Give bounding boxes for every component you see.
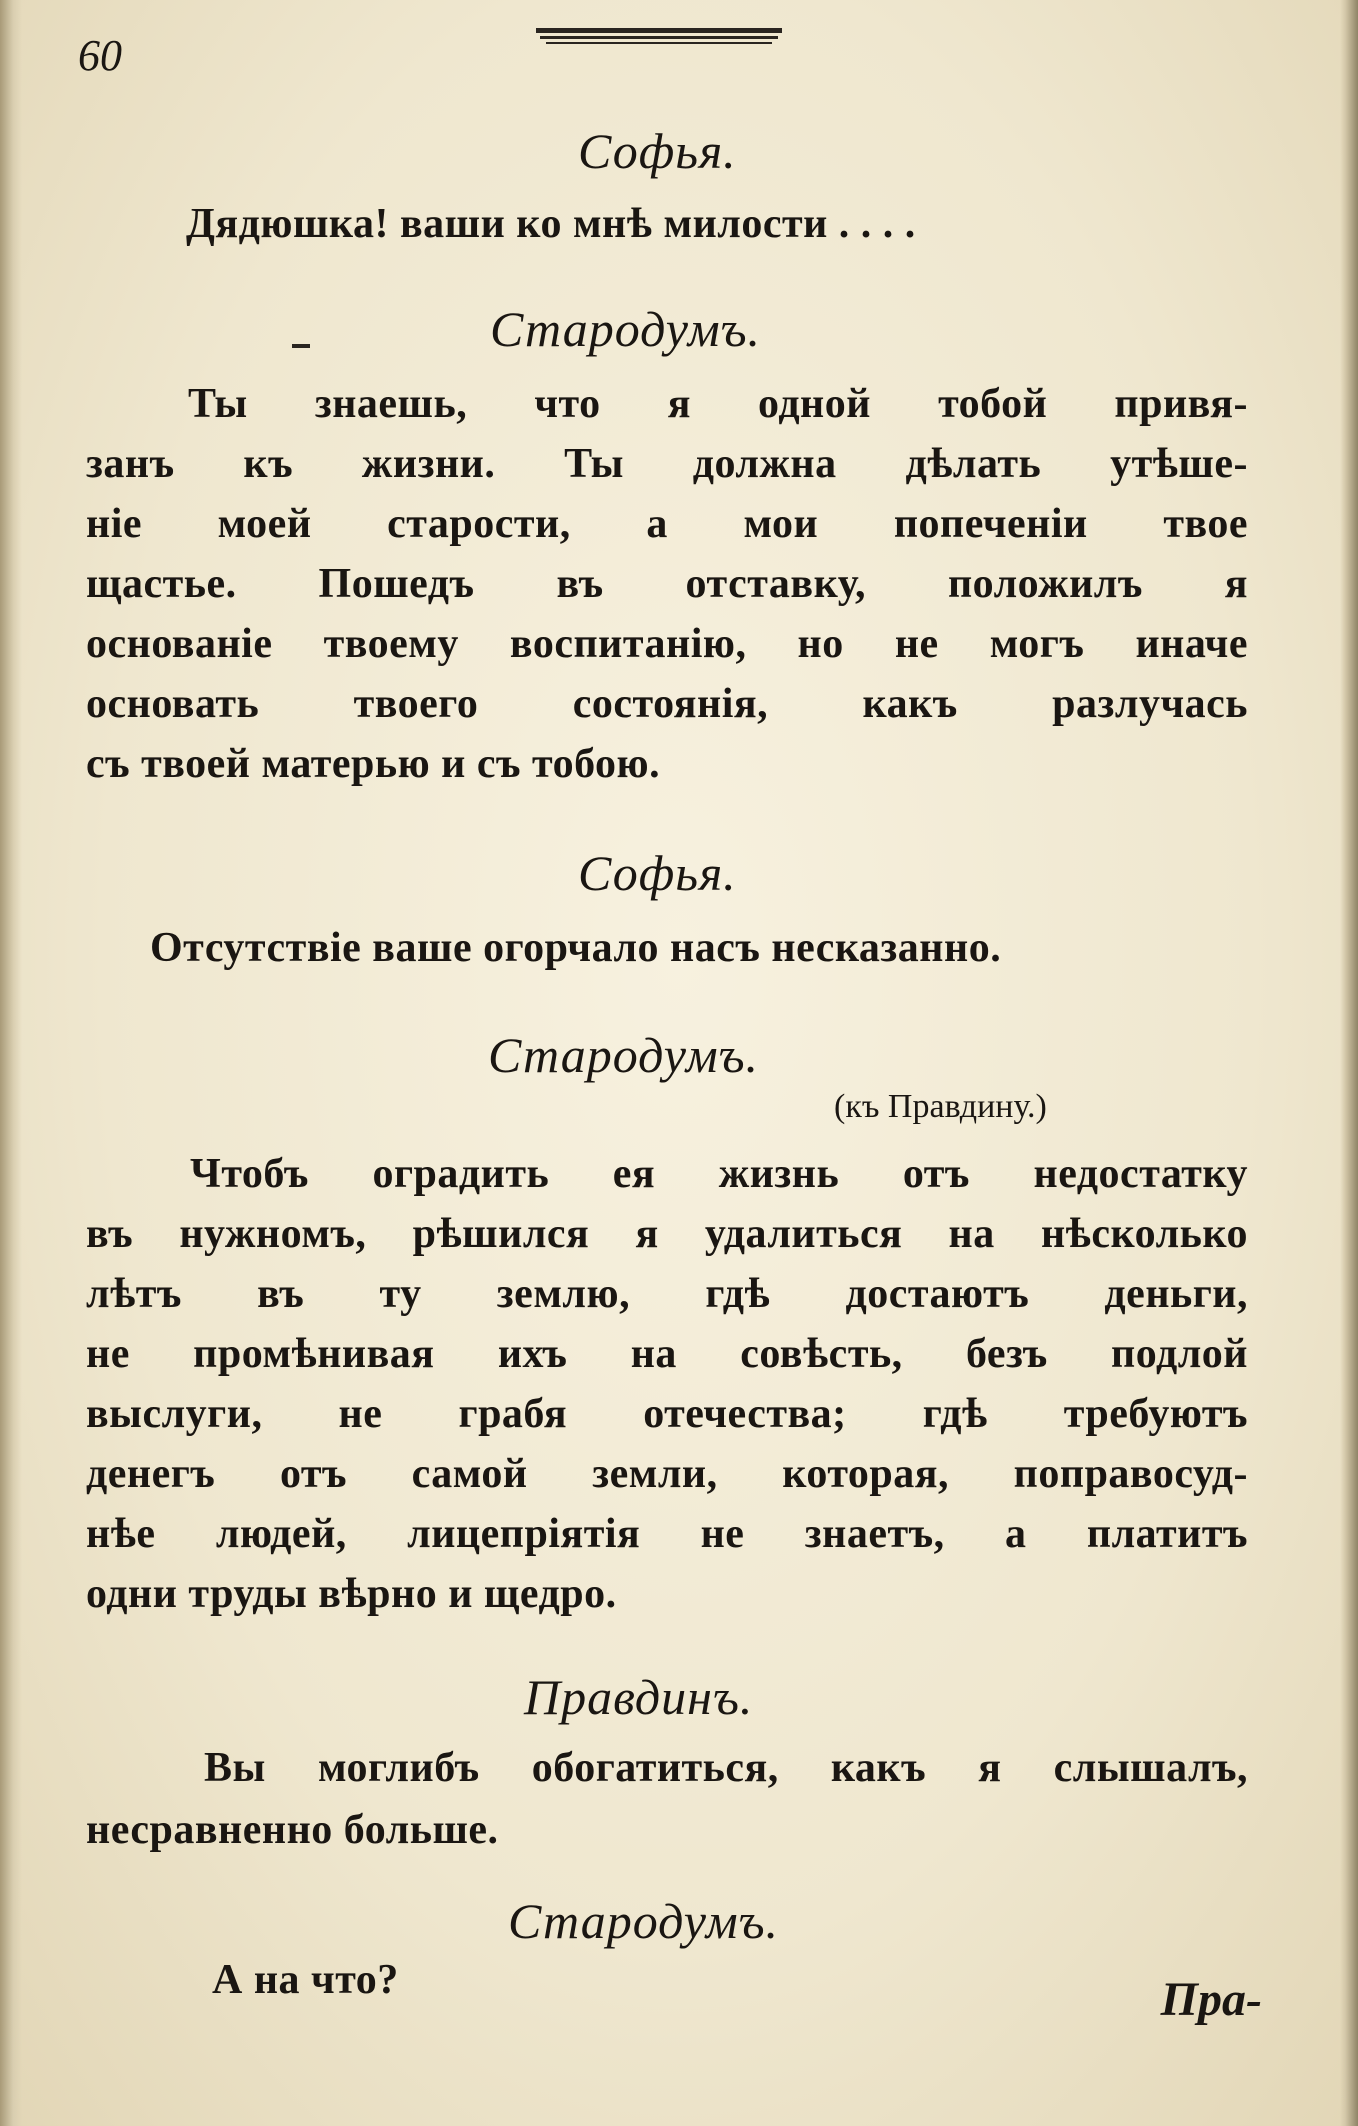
speech-line: основать твоего состоянія, какъ разлучась	[86, 681, 1248, 727]
speech-line: основаніе твоему воспитанію, но не могъ иначе	[86, 621, 1248, 667]
speaker-name: Стародумъ.	[490, 301, 762, 357]
ornament-rule-3	[546, 42, 772, 44]
ornament-rule-2	[540, 36, 778, 39]
ornament-rule-1	[536, 28, 782, 33]
page-edge-right	[1340, 0, 1358, 2126]
speech-line: Дядюшка! ваши ко мнѣ милости . . . .	[186, 201, 916, 247]
stage-direction: (къ Правдину.)	[834, 1088, 1047, 1125]
speaker-name: Правдинъ.	[524, 1669, 754, 1725]
speech-line: несравненно больше.	[86, 1807, 499, 1853]
speech-line: ніе моей старости, а мои попеченіи твое	[86, 501, 1248, 547]
catchword: Пра-	[1160, 1973, 1262, 2026]
speech-line: щастье. Пошедъ въ отставку, положилъ я	[86, 561, 1248, 607]
speech-line: въ нужномъ, рѣшился я удалиться на нѣсколько	[86, 1211, 1248, 1257]
speech-line: одни труды вѣрно и щедро.	[86, 1571, 617, 1617]
speech-line: нѣе людей, лицепріятія не знаетъ, а платитъ	[86, 1511, 1248, 1557]
speech-line: А на что?	[212, 1957, 399, 2003]
speech-line: съ твоей матерью и съ тобою.	[86, 741, 661, 787]
speech-line: лѣтъ въ ту землю, гдѣ достаютъ деньги,	[86, 1271, 1248, 1317]
speech-line: Чтобъ оградить ея жизнь отъ недостатку	[190, 1151, 1248, 1197]
speech-line: денегъ отъ самой земли, которая, поправосуд-	[86, 1451, 1248, 1497]
speech-line: не промѣнивая ихъ на совѣсть, безъ подлой	[86, 1331, 1248, 1377]
page-edge-left	[0, 0, 22, 2126]
speech-line: занъ къ жизни. Ты должна дѣлать утѣше-	[86, 441, 1248, 487]
page-number: 60	[78, 31, 122, 80]
speech-line: Ты знаешь, что я одной тобой привя-	[188, 381, 1248, 427]
speech-line: выслуги, не грабя отечества; гдѣ требуютъ	[86, 1391, 1248, 1437]
speaker-name: Софья.	[578, 123, 737, 179]
header-ornament	[536, 24, 782, 46]
speaker-name: Стародумъ.	[488, 1027, 760, 1083]
speech-line: Отсутствіе ваше огорчало насъ несказанно.	[150, 925, 1002, 971]
speaker-name: Стародумъ.	[508, 1893, 780, 1949]
speech-line: Вы моглибъ обогатиться, какъ я слышалъ,	[204, 1745, 1248, 1791]
stray-dash	[292, 344, 310, 348]
speaker-name: Софья.	[578, 845, 737, 901]
